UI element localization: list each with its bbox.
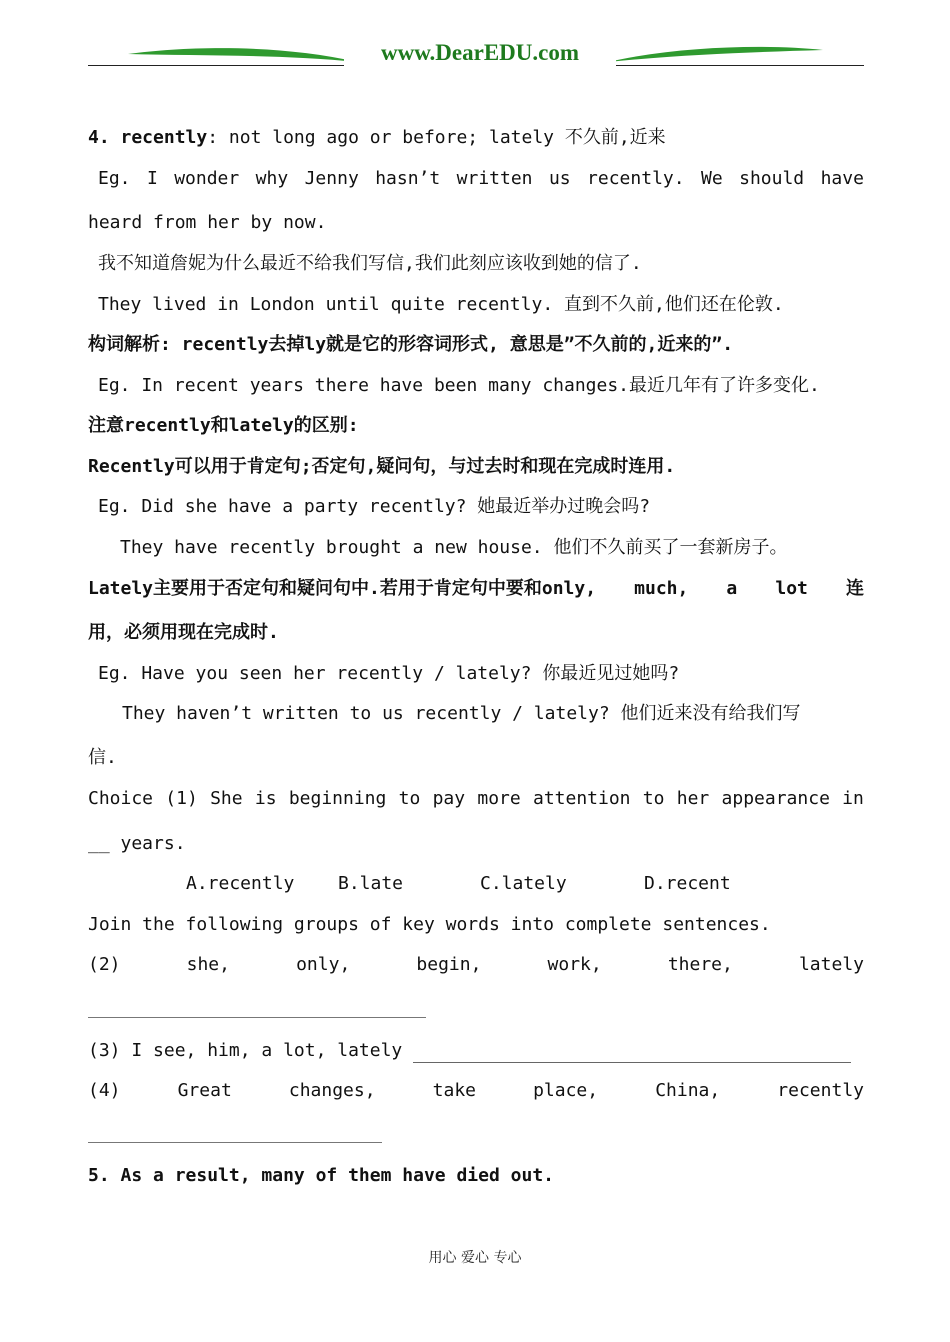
question-3-text: (3) I see, him, a lot, lately: [88, 1040, 403, 1061]
word: pay: [432, 788, 466, 809]
choice-question-line2: __ years.: [88, 833, 186, 854]
choice-options: [0, 872, 950, 896]
section4-definition: : not long ago or before; lately 不久前,近来: [207, 127, 666, 148]
eg7-line1: They haven’t written to us recently / lately? 他们近来没有给我们写: [122, 703, 801, 724]
eg4-sentence: Eg. Did she have a party recently? 她最近举办过晚会吗?: [98, 496, 651, 517]
option-a[interactable]: A.recently: [186, 873, 295, 894]
word: hasn’t: [375, 168, 441, 189]
word: appearance: [721, 788, 830, 809]
word: there,: [667, 954, 733, 975]
word: take: [432, 1080, 476, 1101]
word: 连: [845, 578, 864, 599]
eg1-translation: 我不知道詹妮为什么最近不给我们写信,我们此刻应该收到她的信了.: [98, 253, 642, 274]
eg5-sentence: They have recently brought a new house. 他们不久前买了一套新房子。: [120, 537, 788, 558]
join-instruction: Join the following groups of key words into complete sentences.: [88, 914, 771, 935]
word: much,: [634, 578, 689, 599]
word: place,: [533, 1080, 599, 1101]
word: more: [477, 788, 521, 809]
answer-blank-3[interactable]: [413, 1044, 851, 1063]
word: to: [642, 788, 665, 809]
lately-usage-note-line2: 用，必须用现在完成时.: [88, 622, 279, 643]
word: beginning: [288, 788, 387, 809]
eg6-sentence: Eg. Have you seen her recently / lately? 你最近见过她吗?: [98, 663, 680, 684]
section4-heading: [88, 126, 864, 150]
word: changes,: [288, 1080, 376, 1101]
word: China,: [655, 1080, 721, 1101]
eg1-line1: [98, 167, 864, 191]
word: her: [676, 788, 710, 809]
choice-question-line1: [88, 787, 864, 811]
word: should: [739, 168, 805, 189]
word: is: [254, 788, 277, 809]
option-c[interactable]: C.lately: [480, 873, 567, 894]
question-4: [88, 1079, 864, 1103]
recently-usage-note: Recently可以用于肯定句;否定句,疑问句，与过去时和现在完成时连用.: [88, 456, 676, 477]
word: in: [842, 788, 864, 809]
page-footer: 用心 爱心 专心: [428, 1250, 522, 1266]
word: begin,: [416, 954, 482, 975]
word: Eg.: [98, 168, 131, 189]
word: wonder: [174, 168, 240, 189]
eg3-sentence: Eg. In recent years there have been many changes.最近几年有了许多变化.: [98, 375, 820, 396]
answer-blank-2[interactable]: [88, 1017, 426, 1018]
word: recently: [777, 1080, 864, 1101]
word: Choice: [88, 788, 154, 809]
word-formation-note: 构词解析: recently去掉ly就是它的形容词形式, 意思是”不久前的,近来的”.: [88, 334, 734, 355]
page-header: [88, 38, 864, 72]
option-b[interactable]: B.late: [338, 873, 404, 894]
word: lot: [775, 578, 808, 599]
section5-title: 5. As a result, many of them have died out.: [88, 1165, 554, 1186]
question-3: [88, 1039, 864, 1063]
lately-usage-note-line1: [88, 577, 864, 601]
word: why: [255, 168, 289, 189]
eg1-line2: heard from her by now.: [88, 212, 327, 233]
word: only,: [296, 954, 351, 975]
eg7-line2: 信.: [88, 747, 117, 768]
word: us: [548, 168, 571, 189]
answer-blank-4[interactable]: [88, 1142, 382, 1143]
word: Great: [177, 1080, 232, 1101]
word: written: [456, 168, 533, 189]
question-2: [88, 953, 864, 977]
word: recently.: [587, 168, 685, 189]
word: have: [820, 168, 864, 189]
site-logo[interactable]: www.DearEDU.com: [344, 40, 616, 66]
option-d[interactable]: D.recent: [644, 873, 731, 894]
word: She: [210, 788, 243, 809]
word: (1): [165, 788, 198, 809]
word: she,: [186, 954, 230, 975]
word: a: [726, 578, 738, 599]
word: We: [701, 168, 723, 189]
difference-note-title: 注意recently和lately的区别:: [88, 415, 359, 436]
word: lately: [798, 954, 864, 975]
word: (4): [88, 1080, 121, 1101]
word: (2): [88, 954, 121, 975]
word: attention: [532, 788, 631, 809]
word: I: [146, 168, 158, 189]
word: Jenny: [304, 168, 359, 189]
word: to: [398, 788, 421, 809]
section4-title: 4. recently: [88, 127, 208, 148]
word: Lately主要用于否定句和疑问句中.若用于肯定句中要和only,: [88, 578, 597, 599]
word: work,: [547, 954, 602, 975]
eg2-sentence: They lived in London until quite recently. 直到不久前,他们还在伦敦.: [98, 294, 784, 315]
